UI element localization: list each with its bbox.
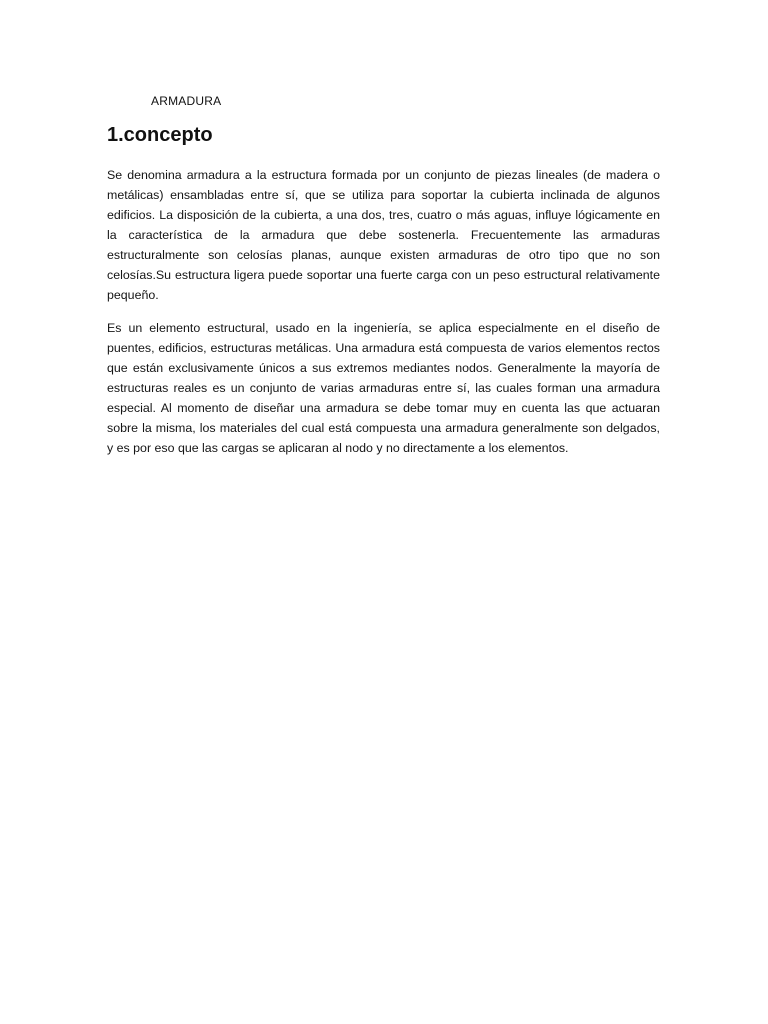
section-title: 1.concepto [107,124,213,146]
paragraph-definition: Se denomina armadura a la estructura formada por un conjunto de piezas lineales (de madera o metálicas) ensambladas entre sí, que se utiliza para soportar la cubierta inclinada de algunos edificios. La disposición de la cubierta, a una dos, tres, cuatro o más aguas, influye lógicamente en la característica de la armadura que debe sostenerla. Frecuentemente las armaduras estructuralmente son celosías planas, aunque existen armaduras de otro tipo que no son celosías.Su estructura ligera puede soportar una fuerte carga con un peso estructural relativamente pequeño. [107,168,660,302]
document-header-label: ARMADURA [151,94,222,108]
paragraph-structural-element: Es un elemento estructural, usado en la ingeniería, se aplica especialmente en el diseño de puentes, edificios, estructuras metálicas. Una armadura está compuesta de varios elementos rectos que están exclusivamente únicos a sus extremos mediantes nodos. Generalmente la mayoría de estructuras reales es un conjunto de varias armaduras entre sí, las cuales forman una armadura especial. Al momento de diseñar una armadura se debe tomar muy en cuenta las que actuaran sobre la misma, los materiales del cual está compuesta una armadura generalmente son delgados, y es por eso que las cargas se aplicaran al nodo y no directamente a los elementos. [107,321,660,455]
